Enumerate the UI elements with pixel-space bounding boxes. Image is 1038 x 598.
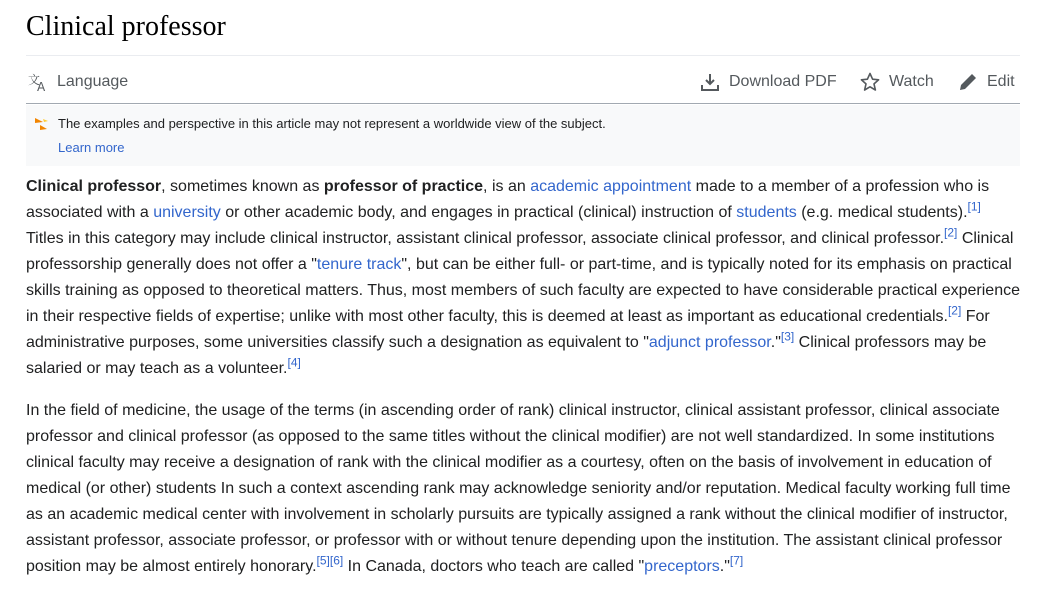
text-run: made to a member of a profession who is associated with a	[26, 178, 990, 221]
link-students[interactable]: students	[736, 204, 797, 221]
paragraph-1	[26, 174, 1020, 382]
watch-label: Watch	[889, 73, 934, 90]
text-run: In Canada, doctors who teach are called "	[343, 558, 645, 575]
svg-text:A: A	[37, 80, 46, 92]
download-icon	[700, 72, 720, 92]
pencil-icon	[958, 72, 978, 92]
text-run: Clinical professors may be salaried or may teach as a volunteer.	[26, 334, 987, 377]
toolbar-divider	[26, 103, 1020, 104]
learn-more-link[interactable]: Learn more	[58, 140, 125, 155]
text-run: or other academic body, and engages in practical (clinical) instruction of	[220, 204, 737, 221]
globalize-warning-icon	[34, 116, 50, 132]
paragraph-2	[26, 398, 1020, 580]
link-academic-appointment[interactable]: academic appointment	[530, 178, 692, 195]
text-run: Clinical professorship generally does not offer a "	[26, 230, 1014, 273]
edit-label: Edit	[987, 73, 1015, 90]
globalize-notice	[26, 105, 1020, 166]
notice-text: The examples and perspective in this article may not represent a worldwide view of the subject.	[58, 116, 606, 131]
text-run: Titles in this category may include clinical instructor, assistant clinical professor, associate clinical professor, and clinical professor.	[26, 230, 945, 247]
reference-5[interactable]: [5]	[316, 553, 330, 568]
link-university[interactable]: university	[153, 204, 221, 221]
download-pdf-button[interactable]	[700, 62, 837, 102]
language-button[interactable]	[28, 62, 128, 102]
title-divider	[26, 55, 1020, 56]
page-title: Clinical professor	[26, 11, 226, 42]
text-run: ", but can be either full- or part-time, and is typically noted for its emphasis on practical skills training as opposed to theoretical matters. Thus, most members of such faculty are expected to have considerable practical experience in their respective fields of expertise; unlike with most other faculty, this is deemed at least as important as educational credentials.	[26, 256, 1020, 325]
watch-button[interactable]	[860, 62, 934, 102]
svg-text:文: 文	[28, 73, 41, 87]
text-run: For administrative purposes, some universities classify such a designation as equivalent to "	[26, 308, 990, 351]
link-tenure-track[interactable]: tenure track	[316, 256, 402, 273]
link-adjunct-professor[interactable]: adjunct professor	[648, 334, 771, 351]
edit-button[interactable]	[958, 62, 1015, 102]
link-preceptors[interactable]: preceptors	[644, 558, 720, 575]
text-run: In the field of medicine, the usage of the terms (in ascending order of rank) clinical instructor, clinical assistant professor, clinical associate professor and clinical professor (as opposed to the same titles without the clinical modifier) are not well standardized. In some institutions clinical faculty may receive a designation of rank with the clinical modifier as a courtesy, often on the basis of involvement in education of medical (or other) students In such a context ascending rank may acknowledge seniority and/or reputation. Medical faculty working full time as an academic medical center with involvement in scholarly pursuits are typically assigned a rank without the clinical modifier of instructor, assistant professor, associate professor, or professor with or without tenure depending upon the institution. The assistant clinical professor position may be almost entirely honorary.	[26, 402, 1011, 575]
reference-1[interactable]: [1]	[967, 199, 981, 214]
text-run: , is an	[483, 178, 531, 195]
reference-4[interactable]: [4]	[287, 355, 301, 370]
language-label: Language	[57, 73, 129, 90]
text-run: ."	[719, 558, 730, 575]
article-body	[26, 174, 1020, 580]
reference-7[interactable]: [7]	[729, 553, 744, 568]
reference-2b[interactable]: [2]	[947, 303, 962, 318]
reference-6[interactable]: [6]	[329, 553, 344, 568]
download-pdf-label: Download PDF	[729, 73, 837, 90]
text-run: , sometimes known as	[161, 178, 324, 195]
bold-term: professor of practice	[323, 178, 484, 195]
text-run: (e.g. medical students).	[796, 204, 968, 221]
language-icon	[28, 72, 48, 92]
reference-2[interactable]: [2]	[944, 225, 958, 240]
star-icon	[860, 72, 880, 92]
text-run: ."	[770, 334, 781, 351]
reference-3[interactable]: [3]	[780, 329, 795, 344]
article-toolbar	[26, 62, 1020, 102]
bold-term: Clinical professor	[26, 178, 162, 195]
